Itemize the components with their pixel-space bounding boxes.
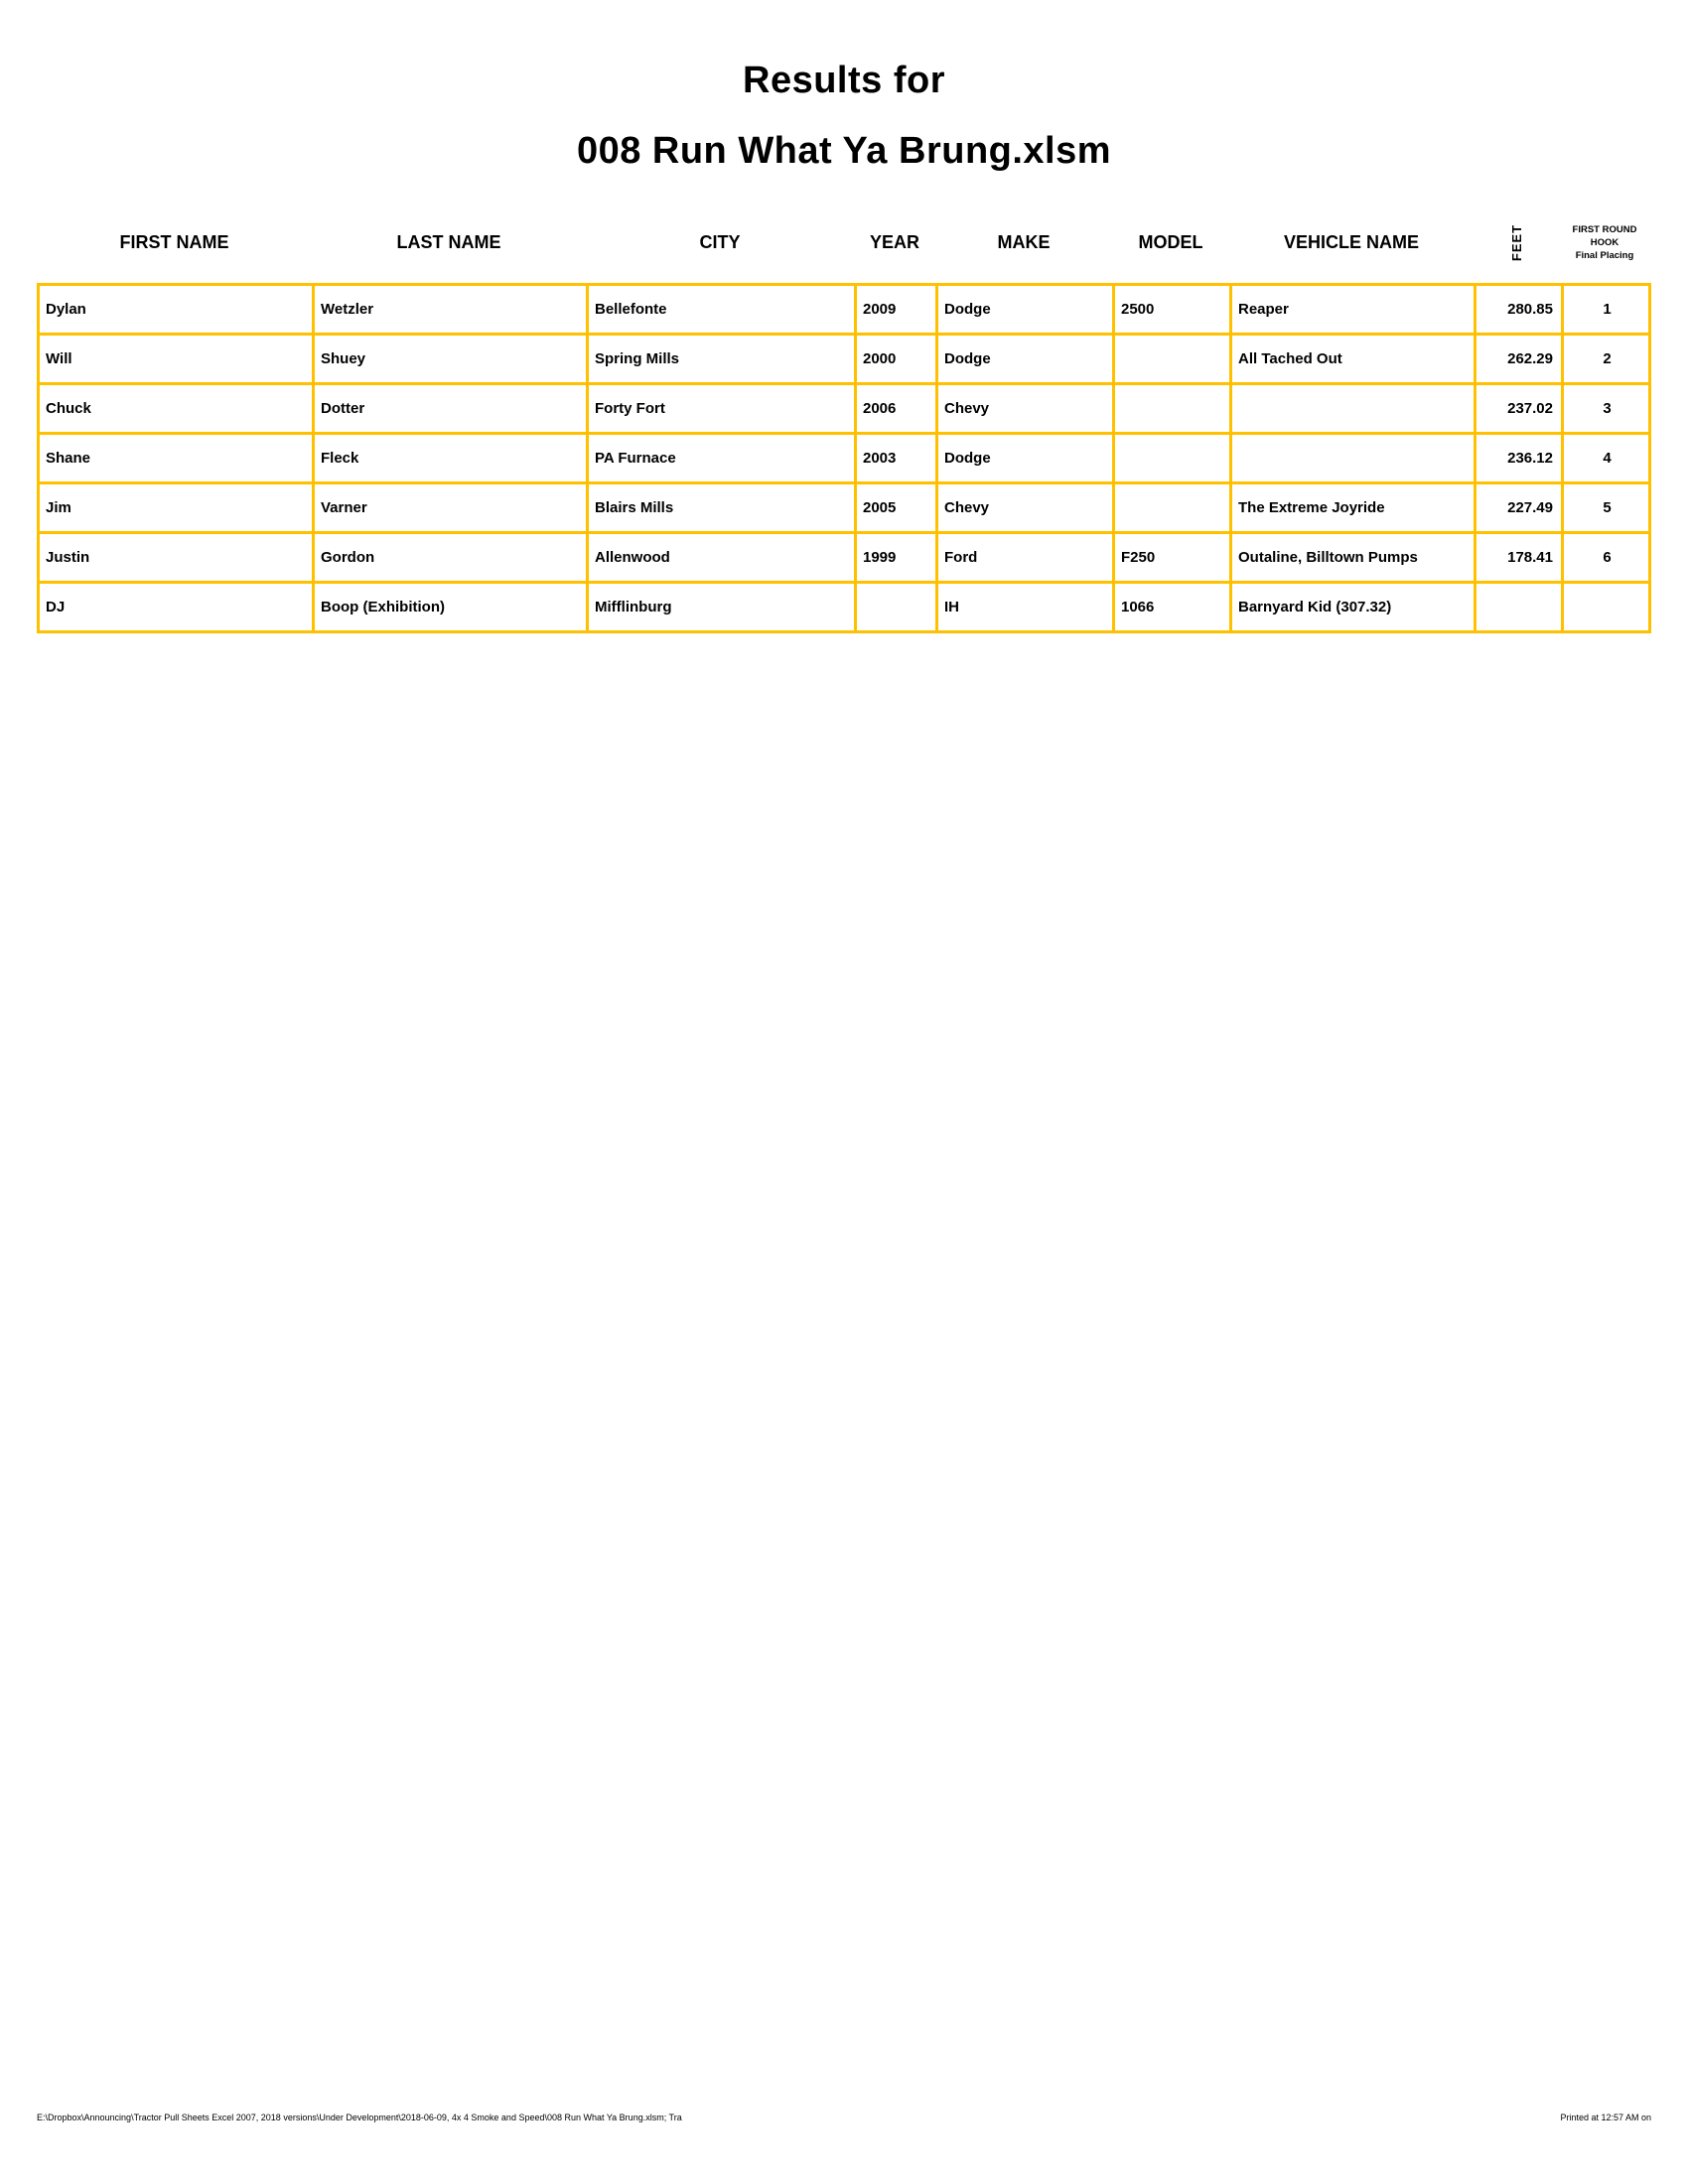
table-cell-year: 2006 <box>856 384 937 434</box>
table-cell-city: Mifflinburg <box>588 583 856 632</box>
table-cell-first_name: Will <box>39 335 314 384</box>
table-cell-feet: 280.85 <box>1476 285 1563 335</box>
table-cell-vehicle_name: Barnyard Kid (307.32) <box>1231 583 1476 632</box>
table-cell-last_name: Dotter <box>314 384 588 434</box>
table-cell-first_name: Shane <box>39 434 314 483</box>
report-title-block <box>0 60 1688 173</box>
table-cell-placing: 4 <box>1563 434 1650 483</box>
table-cell-make: Ford <box>937 533 1114 583</box>
table-cell-make: Dodge <box>937 335 1114 384</box>
table-cell-placing <box>1563 583 1650 632</box>
column-header-year: YEAR <box>869 231 919 252</box>
table-row <box>39 583 1650 632</box>
table-cell-city: Allenwood <box>588 533 856 583</box>
table-cell-first_name: Dylan <box>39 285 314 335</box>
table-cell-first_name: Jim <box>39 483 314 533</box>
table-cell-placing: 6 <box>1563 533 1650 583</box>
column-header-vehicle-name: VEHICLE NAME <box>1283 231 1419 252</box>
column-header-model: MODEL <box>1138 231 1203 252</box>
table-cell-model <box>1114 483 1231 533</box>
table-cell-model: 2500 <box>1114 285 1231 335</box>
table-row <box>39 285 1650 335</box>
table-cell-model: F250 <box>1114 533 1231 583</box>
table-cell-model <box>1114 335 1231 384</box>
results-table-body <box>39 285 1650 632</box>
table-cell-make: Chevy <box>937 483 1114 533</box>
table-cell-last_name: Varner <box>314 483 588 533</box>
hook-header-line2: HOOK <box>1590 236 1619 248</box>
table-cell-make: Chevy <box>937 384 1114 434</box>
table-cell-first_name: DJ <box>39 583 314 632</box>
table-cell-last_name: Boop (Exhibition) <box>314 583 588 632</box>
table-cell-year: 2009 <box>856 285 937 335</box>
table-cell-model: 1066 <box>1114 583 1231 632</box>
table-cell-city: Forty Fort <box>588 384 856 434</box>
table-cell-vehicle_name: Reaper <box>1231 285 1476 335</box>
column-header-feet <box>1474 202 1561 283</box>
table-cell-first_name: Justin <box>39 533 314 583</box>
table-row <box>39 384 1650 434</box>
table-cell-placing: 3 <box>1563 384 1650 434</box>
table-cell-year: 2003 <box>856 434 937 483</box>
table-row <box>39 533 1650 583</box>
table-cell-feet: 237.02 <box>1476 384 1563 434</box>
column-header-first-name: FIRST NAME <box>119 231 229 252</box>
table-header-row <box>37 202 1648 283</box>
column-header-city: CITY <box>699 231 741 252</box>
hook-header-line1: FIRST ROUND <box>1572 223 1637 235</box>
report-subtitle-filename: 008 Run What Ya Brung.xlsm <box>576 130 1112 172</box>
table-cell-placing: 1 <box>1563 285 1650 335</box>
table-cell-model <box>1114 384 1231 434</box>
table-cell-vehicle_name <box>1231 384 1476 434</box>
feet-rotated-label: FEET <box>1509 223 1525 261</box>
footer-printed-timestamp: Printed at 12:57 AM on <box>1560 2113 1651 2122</box>
column-header-first-round-hook <box>1561 202 1648 283</box>
table-cell-vehicle_name <box>1231 434 1476 483</box>
table-cell-year: 2000 <box>856 335 937 384</box>
column-header-last-name: LAST NAME <box>396 231 501 252</box>
table-cell-city: Spring Mills <box>588 335 856 384</box>
table-cell-placing: 2 <box>1563 335 1650 384</box>
table-cell-feet: 236.12 <box>1476 434 1563 483</box>
table-cell-first_name: Chuck <box>39 384 314 434</box>
table-cell-placing: 5 <box>1563 483 1650 533</box>
table-row <box>39 483 1650 533</box>
table-cell-city: Blairs Mills <box>588 483 856 533</box>
table-cell-year <box>856 583 937 632</box>
table-cell-feet <box>1476 583 1563 632</box>
table-cell-year: 1999 <box>856 533 937 583</box>
table-row <box>39 434 1650 483</box>
table-cell-make: Dodge <box>937 285 1114 335</box>
table-cell-feet: 262.29 <box>1476 335 1563 384</box>
table-cell-city: PA Furnace <box>588 434 856 483</box>
table-cell-vehicle_name: Outaline, Billtown Pumps <box>1231 533 1476 583</box>
table-cell-last_name: Gordon <box>314 533 588 583</box>
table-cell-vehicle_name: The Extreme Joyride <box>1231 483 1476 533</box>
table-cell-feet: 227.49 <box>1476 483 1563 533</box>
results-table <box>37 283 1651 633</box>
table-cell-last_name: Fleck <box>314 434 588 483</box>
table-row <box>39 335 1650 384</box>
column-header-make: MAKE <box>997 231 1051 252</box>
table-cell-make: Dodge <box>937 434 1114 483</box>
table-cell-year: 2005 <box>856 483 937 533</box>
table-cell-last_name: Shuey <box>314 335 588 384</box>
table-cell-vehicle_name: All Tached Out <box>1231 335 1476 384</box>
table-cell-last_name: Wetzler <box>314 285 588 335</box>
table-cell-model <box>1114 434 1231 483</box>
report-title: Results for <box>743 60 945 101</box>
table-cell-feet: 178.41 <box>1476 533 1563 583</box>
table-cell-city: Bellefonte <box>588 285 856 335</box>
footer-file-path: E:\Dropbox\Announcing\Tractor Pull Sheets Excel 2007, 2018 versions\Under Development\2018-06-09, 4x 4 Smoke and Speed\008 Run What Ya Brung.xlsm; Tra <box>37 2113 682 2122</box>
hook-header-line3: Final Placing <box>1575 249 1634 261</box>
table-cell-make: IH <box>937 583 1114 632</box>
